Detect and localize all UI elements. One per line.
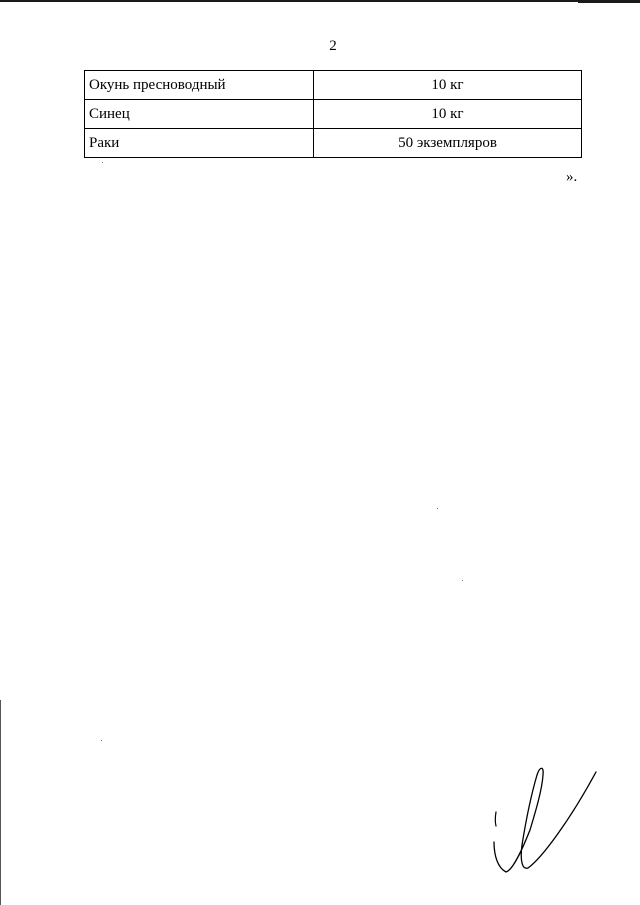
scan-border-top <box>0 0 640 2</box>
scan-border-left <box>0 700 1 905</box>
closing-quote-mark: ». <box>566 169 578 185</box>
scan-speck <box>437 508 438 509</box>
catch-quota-table <box>84 70 582 158</box>
row-name-cell: Раки <box>85 129 314 158</box>
row-name-cell: Синец <box>85 100 314 129</box>
page-number: 2 <box>329 38 337 54</box>
table-row <box>85 129 582 158</box>
signature-icon <box>480 760 610 880</box>
row-quantity-cell: 10 кг <box>314 71 582 100</box>
row-name-cell: Окунь пресноводный <box>85 71 314 100</box>
scan-speck <box>101 740 102 741</box>
table-row <box>85 100 582 129</box>
scan-speck <box>102 162 103 163</box>
scan-border-top-right <box>578 0 640 3</box>
row-quantity-cell: 10 кг <box>314 100 582 129</box>
table-row <box>85 71 582 100</box>
row-quantity-cell: 50 экземпляров <box>314 129 582 158</box>
scan-speck <box>462 580 463 581</box>
